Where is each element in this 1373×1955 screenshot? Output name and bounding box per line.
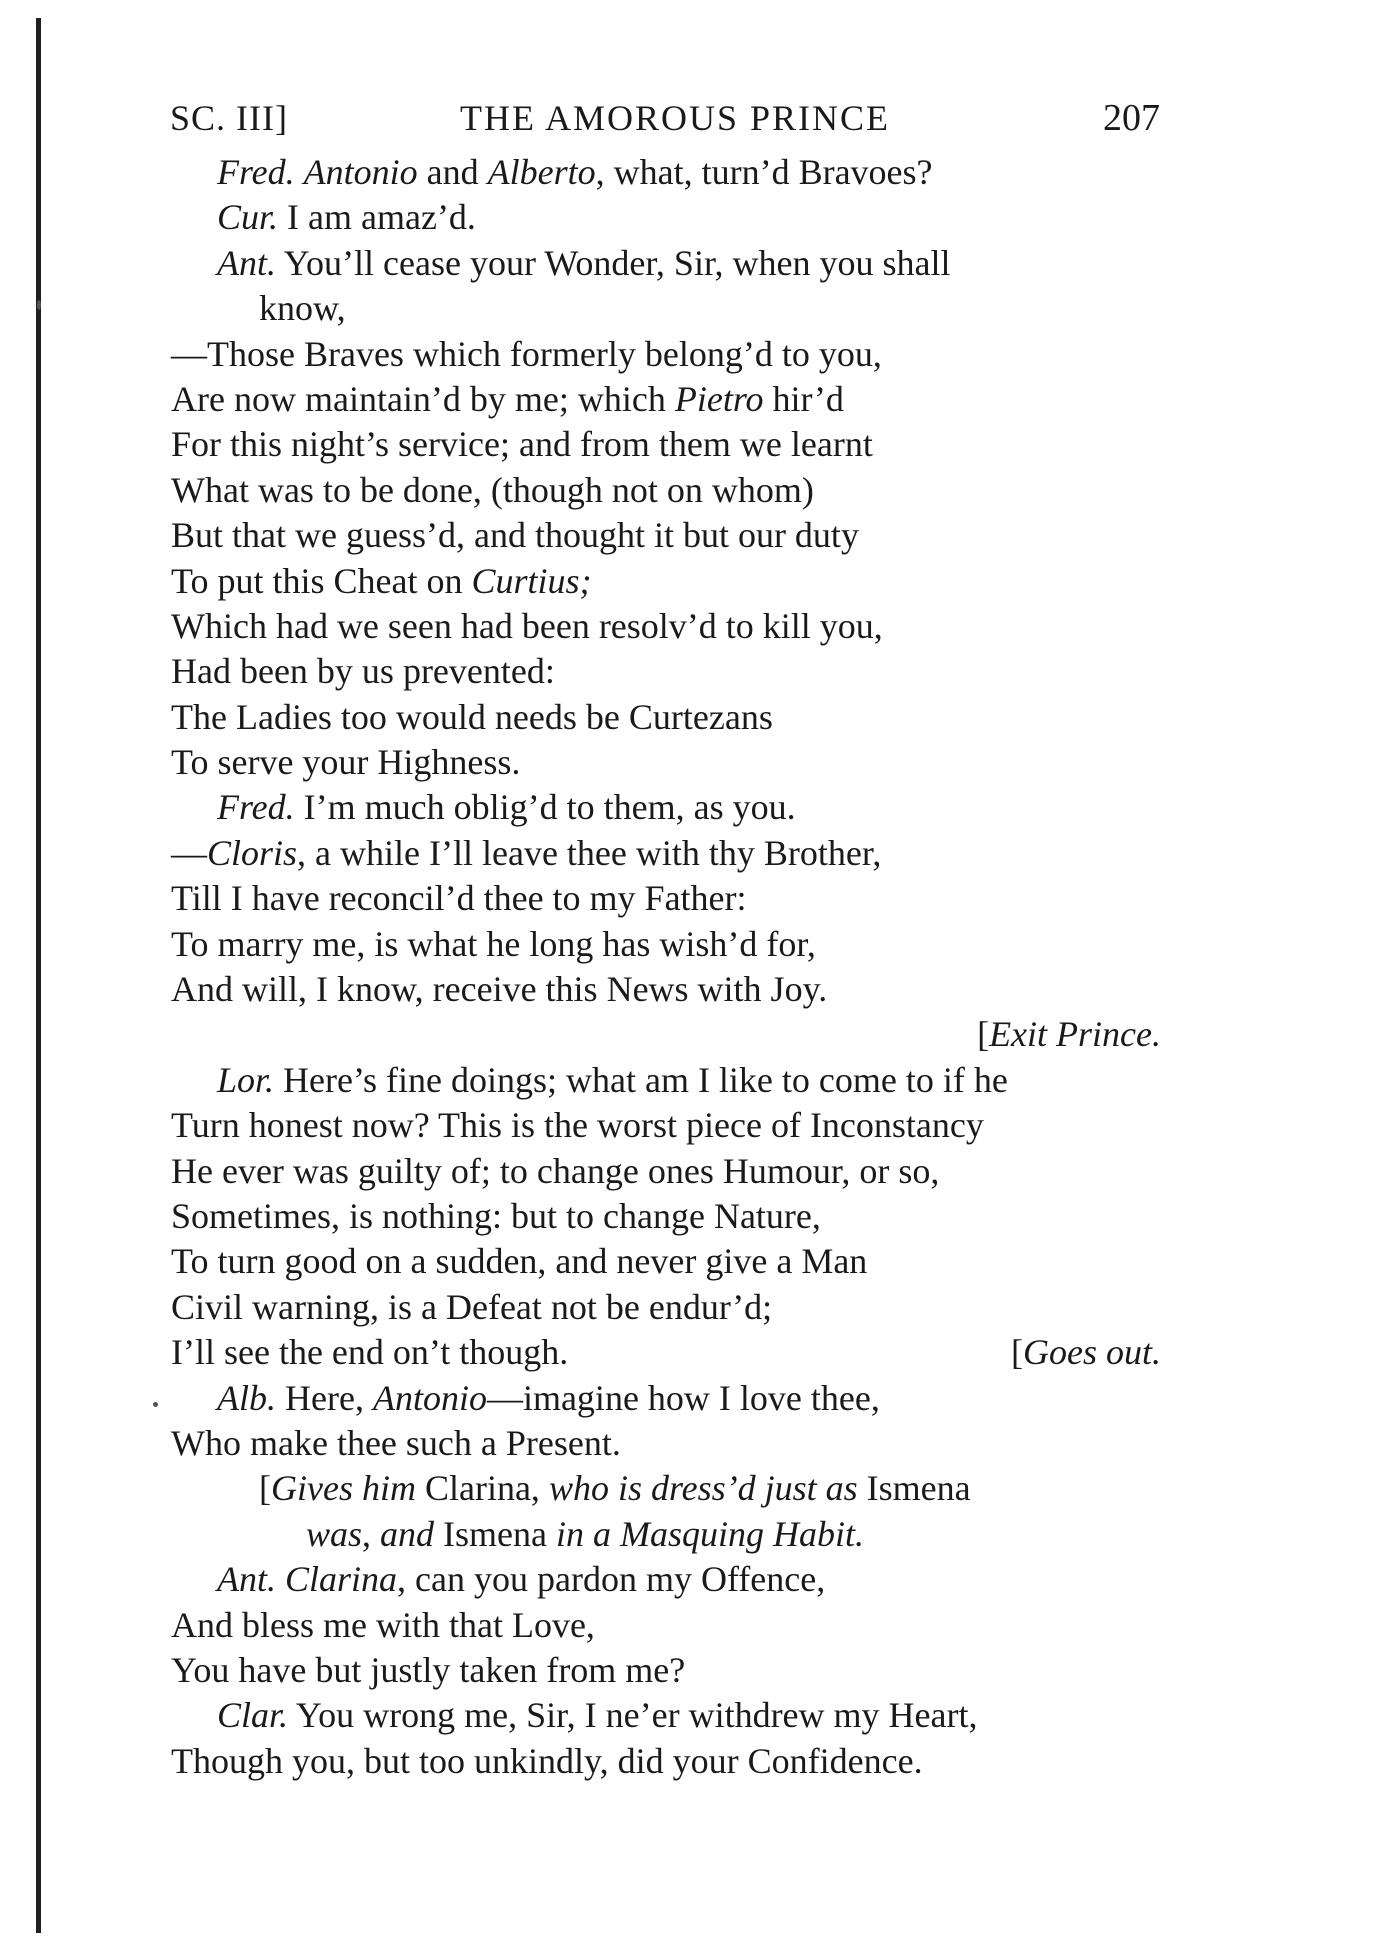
text-run: Though you, but too unkindly, did your Confidence. (171, 1740, 923, 1781)
stage-direction-cont (171, 1512, 1161, 1557)
speech-line (171, 1376, 1161, 1421)
text-run: Turn honest now? This is the worst piece of Inconstancy (171, 1105, 984, 1146)
speaker-name: Ant. (217, 242, 276, 283)
text-run: Clarina, (415, 1468, 549, 1509)
text-run: Pietro (674, 378, 764, 419)
running-header (170, 92, 1160, 144)
text-run: Sometimes, is nothing: but to change Nature, (171, 1195, 821, 1236)
text-run: Civil warning, is a Defeat not be endur’d; (171, 1286, 773, 1327)
verse-line (171, 1330, 1161, 1375)
text-run: Exit Prince. (989, 1014, 1161, 1055)
speech-line (171, 241, 1161, 286)
stage-direction (1011, 1330, 1161, 1375)
text-run: Gives him (271, 1468, 416, 1509)
text-run: , (362, 1513, 381, 1554)
verse-line (171, 831, 1161, 876)
running-title: THE AMOROUS PRINCE (460, 98, 891, 138)
text-run: You’ll cease your Wonder, Sir, when you shall (276, 242, 951, 283)
text-run: — (171, 832, 207, 873)
speaker-name: Lor. (217, 1059, 275, 1100)
text-run (276, 1559, 285, 1599)
verse-line (171, 740, 1161, 785)
verse-line (171, 967, 1161, 1012)
play-text (171, 150, 1161, 1784)
speaker-name: Fred. (217, 787, 295, 828)
speaker-name: Alb. (217, 1377, 276, 1418)
text-run: , a while I’ll leave thee with thy Brother, (297, 832, 882, 873)
text-run: To serve your Highness. (171, 742, 521, 783)
text-run: Had been by us prevented: (171, 651, 555, 692)
text-run: , what, turn’d Bravoes? (595, 152, 933, 192)
speech-line (171, 1693, 1161, 1738)
text-run: in a Masquing Habit. (556, 1513, 865, 1554)
text-run: I’ll see the end on’t though. (171, 1332, 569, 1373)
verse-line (171, 1648, 1161, 1693)
verse-line (171, 332, 1161, 377)
verse-line (171, 876, 1161, 921)
text-run: Alberto (487, 152, 596, 192)
verse-line (171, 377, 1161, 422)
speaker-name: Cur. (217, 197, 279, 238)
text-run: Antonio (372, 1377, 487, 1418)
text-run: Clarina (285, 1559, 398, 1600)
verse-line (171, 649, 1161, 694)
text-run: , can you pardon my Offence, (397, 1559, 826, 1600)
text-run: who is dress’d just as (548, 1468, 858, 1509)
text-run: [ (1011, 1332, 1023, 1373)
scene-marker: SC. III] (170, 98, 288, 138)
text-run: Here, (276, 1377, 373, 1418)
verse-line (171, 695, 1161, 740)
text-run: Cloris (207, 832, 298, 873)
text-run: hir’d (763, 378, 844, 419)
stage-direction (171, 1466, 1161, 1511)
verse-line (171, 1285, 1161, 1330)
stage-direction (171, 1012, 1161, 1057)
speech-line (171, 1058, 1161, 1103)
text-run: and (417, 152, 488, 192)
text-run: Ismena (434, 1513, 556, 1554)
speaker-name: Fred. (217, 152, 295, 192)
text-run: Here’s fine doings; what am I like to come to if he (274, 1059, 1008, 1100)
verse-line (171, 1421, 1161, 1466)
text-run: —Those Braves which formerly belong’d to you, (171, 333, 882, 374)
text-run: He ever was guilty of; to change ones Humour, or so, (171, 1150, 940, 1191)
scan-speck (153, 1402, 158, 1407)
text-run: You have but justly taken from me? (171, 1649, 686, 1690)
speech-line (171, 150, 1161, 195)
verse-line (171, 513, 1161, 558)
speaker-name: Clar. (217, 1695, 289, 1736)
verse-line (171, 1603, 1161, 1648)
text-run: was (306, 1513, 363, 1554)
text-run: You wrong me, Sir, I ne’er withdrew my Heart, (288, 1695, 978, 1736)
verse-line (171, 1194, 1161, 1239)
text-run: The Ladies too would needs be Curtezans (171, 696, 773, 737)
speech-line (171, 785, 1161, 830)
text-run: To put this Cheat on (171, 560, 472, 601)
verse-line (171, 559, 1161, 604)
text-run: I’m much oblig’d to them, as you. (294, 787, 796, 828)
verse-line (171, 1103, 1161, 1148)
text-run: And bless me with that Love, (171, 1604, 595, 1645)
text-run: And will, I know, receive this News with Joy. (171, 969, 828, 1010)
text-run (295, 152, 304, 192)
scan-speck (37, 300, 41, 310)
text-run: But that we guess’d, and thought it but our duty (171, 515, 859, 556)
verse-line (171, 1239, 1161, 1284)
text-run: Which had we seen had been resolv’d to kill you, (171, 605, 883, 646)
text-run: Till I have reconcil’d thee to my Father: (171, 878, 747, 919)
verse-text (171, 1330, 568, 1375)
verse-line (171, 922, 1161, 967)
turnover-line (171, 286, 1161, 331)
verse-line (171, 468, 1161, 513)
verse-line (171, 1739, 1161, 1784)
verse-line (171, 604, 1161, 649)
text-run: know, (259, 288, 346, 329)
text-run: Are now maintain’d by me; which (171, 378, 675, 419)
verse-line (171, 1149, 1161, 1194)
text-run: What was to be done, (though not on whom) (171, 469, 814, 510)
verse-line (171, 422, 1161, 467)
speech-line (171, 1557, 1161, 1602)
text-run: [ (977, 1014, 990, 1055)
text-run: Who make thee such a Present. (171, 1422, 621, 1463)
text-run: Ismena (857, 1468, 971, 1509)
text-run: For this night’s service; and from them we learnt (171, 424, 873, 465)
speech-line (171, 195, 1161, 240)
text-run: To marry me, is what he long has wish’d for, (171, 923, 816, 964)
speaker-name: Ant. (217, 1559, 276, 1600)
text-run: and (380, 1513, 435, 1554)
page-number: 207 (1103, 97, 1160, 139)
text-run: Antonio (303, 152, 418, 192)
text-run: [ (259, 1468, 271, 1509)
text-run: Goes out. (1023, 1332, 1161, 1373)
text-run: I am amaz’d. (278, 197, 476, 238)
text-run: Curtius; (471, 560, 592, 601)
text-run: —imagine how I love thee, (486, 1377, 880, 1418)
text-run: To turn good on a sudden, and never give a Man (171, 1241, 868, 1282)
